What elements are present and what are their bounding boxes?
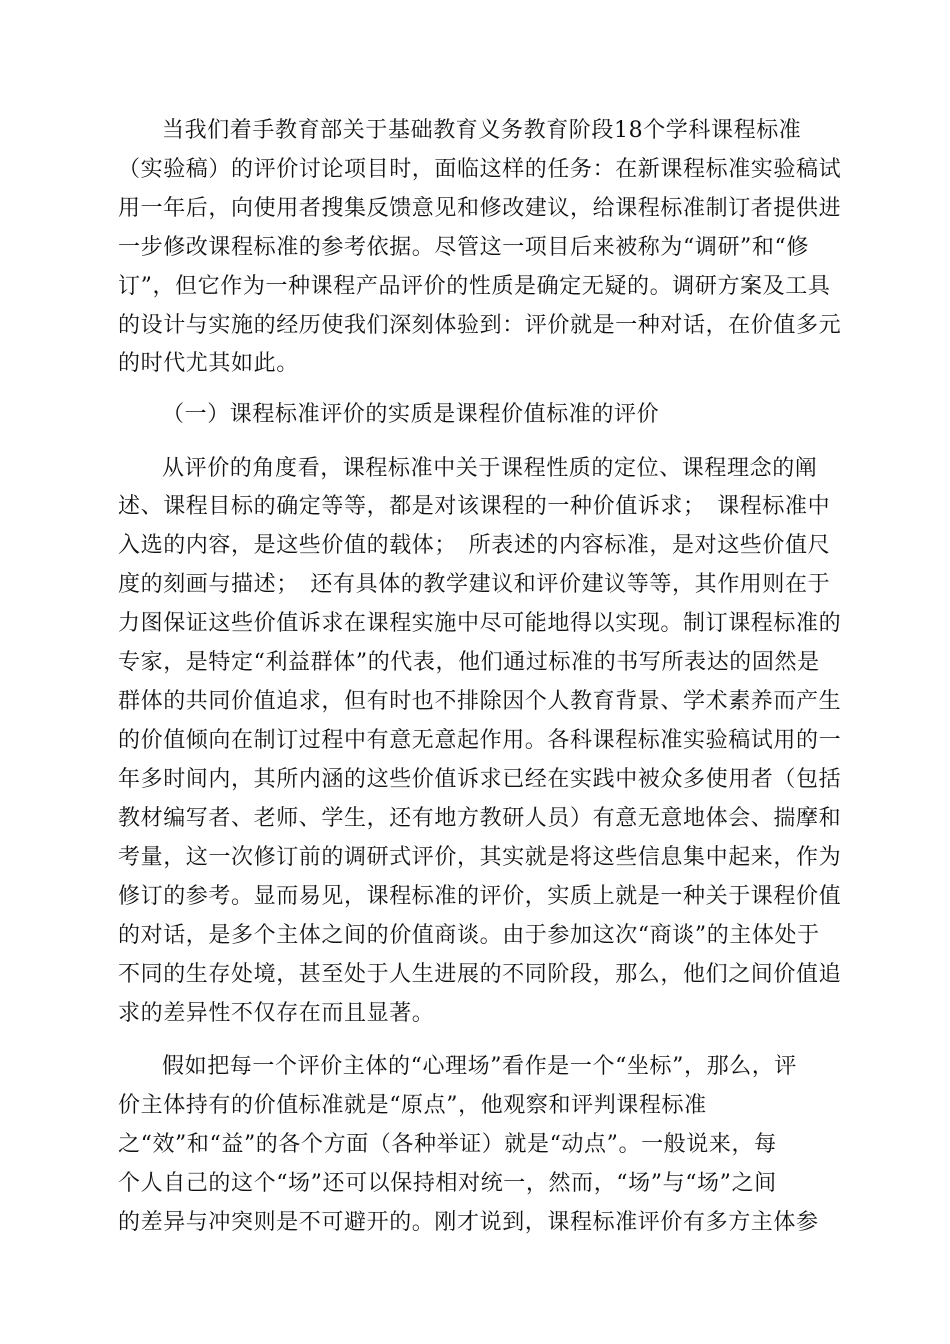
paragraph-3-line-4: 个人自己的这个“场”还可以保持相对统一，然而，“场”与“场”之间 bbox=[118, 1171, 777, 1196]
paragraph-3-line-1: 假如把每一个评价主体的“心理场”看作是一个“坐标”，那么，评 bbox=[162, 1054, 797, 1079]
paragraph-2-line-13: 的对话，是多个主体之间的价值商谈。由于参加这次“商谈”的主体处于 bbox=[118, 923, 820, 948]
paragraph-2-line-15: 求的差异性不仅存在而且显著。 bbox=[118, 1001, 435, 1026]
paragraph-1-line-4: 一步修改课程标准的参考依据。尽管这一项目后来被称为“调研”和“修 bbox=[118, 235, 809, 260]
paragraph-3-line-2: 价主体持有的价值标准就是“原点”，他观察和评判课程标准 bbox=[118, 1093, 707, 1118]
paragraph-1-line-7: 的时代尤其如此。 bbox=[118, 351, 299, 376]
paragraph-2-line-10: 教材编写者、老师、学生，还有地方教研人员）有意无意地体会、揣摩和 bbox=[118, 806, 842, 831]
paragraph-2-line-14: 不同的生存处境，甚至处于人生进展的不同阶段，那么，他们之间价值追 bbox=[118, 962, 842, 987]
paragraph-1-line-1: 当我们着手教育部关于基础教育义务教育阶段18个学科课程标准 bbox=[162, 118, 802, 143]
paragraph-2-line-4: 度的刻画与描述； 还有具体的教学建议和评价建议等等，其作用则在于 bbox=[118, 572, 831, 597]
paragraph-3-line-3: 之“效”和“益”的各个方面（各种举证）就是“动点”。一般说来，每 bbox=[118, 1132, 777, 1157]
paragraph-1-line-3: 用一年后，向使用者搜集反馈意见和修改建议，给课程标准制订者提供进 bbox=[118, 196, 842, 221]
paragraph-2-line-2: 述、课程目标的确定等等，都是对该课程的一种价值诉求； 课程标准中 bbox=[118, 494, 831, 519]
paragraph-2-line-12: 修订的参考。显而易见，课程标准的评价，实质上就是一种关于课程价值 bbox=[118, 884, 842, 909]
paragraph-1-line-2: （实验稿）的评价讨论项目时，面临这样的任务：在新课程标准实验稿试 bbox=[118, 157, 842, 182]
paragraph-2-line-7: 群体的共同价值追求，但有时也不排除因个人教育背景、学术素养而产生 bbox=[118, 689, 842, 714]
paragraph-2-line-9: 年多时间内，其所内涵的这些价值诉求已经在实践中被众多使用者（包括 bbox=[118, 767, 842, 792]
paragraph-1-line-6: 的设计与实施的经历使我们深刻体验到：评价就是一种对话，在价值多元 bbox=[118, 313, 842, 338]
section-heading: （一）课程标准评价的实质是课程价值标准的评价 bbox=[162, 402, 660, 427]
paragraph-2-line-1: 从评价的角度看，课程标准中关于课程性质的定位、课程理念的阐 bbox=[162, 456, 818, 481]
paragraph-2-line-3: 入选的内容，是这些价值的载体； 所表述的内容标准，是对这些价值尺 bbox=[118, 533, 831, 558]
paragraph-2-line-5: 力图保证这些价值诉求在课程实施中尽可能地得以实现。制订课程标准的 bbox=[118, 611, 842, 636]
paragraph-2-line-11: 考量，这一次修订前的调研式评价，其实就是将这些信息集中起来，作为 bbox=[118, 845, 842, 870]
paragraph-2-line-8: 的价值倾向在制订过程中有意无意起作用。各科课程标准实验稿试用的一 bbox=[118, 728, 842, 753]
paragraph-3-line-5: 的差异与冲突则是不可避开的。刚才说到，课程标准评价有多方主体参 bbox=[118, 1210, 819, 1235]
paragraph-2-line-6: 专家，是特定“利益群体”的代表，他们通过标准的书写所表达的固然是 bbox=[118, 650, 820, 675]
paragraph-1-line-5: 订”，但它作为一种课程产品评价的性质是确定无疑的。调研方案及工具 bbox=[118, 274, 831, 299]
